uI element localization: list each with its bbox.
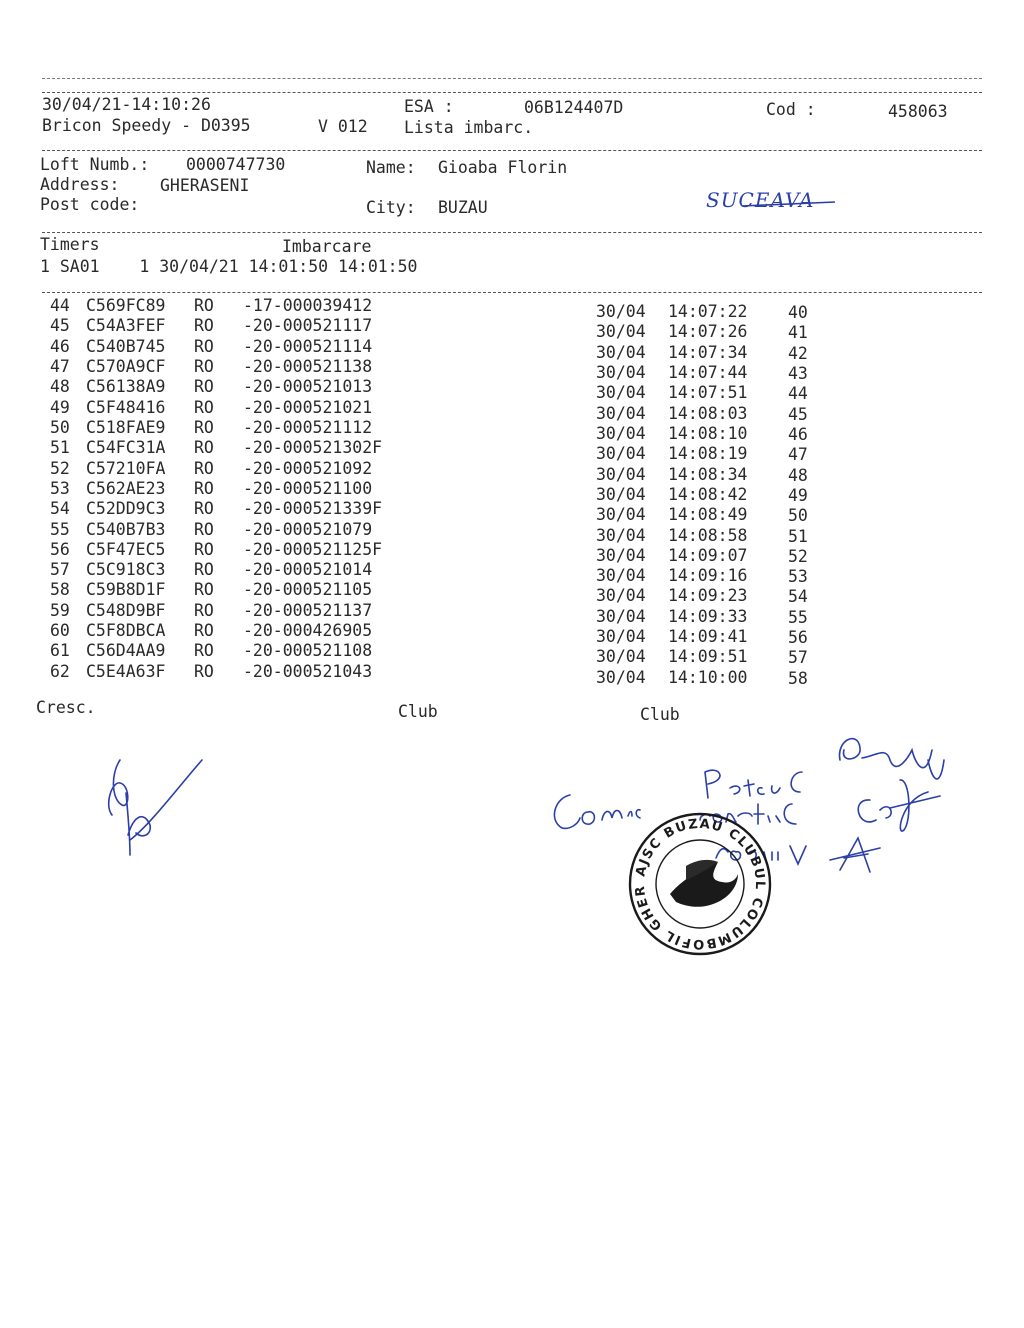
country-code: RO [194, 458, 214, 478]
arrival-time: 14:07:34 [668, 342, 748, 362]
arrival-date: 30/04 [596, 606, 646, 626]
row-index: 54 [50, 499, 70, 519]
arrival-date: 30/04 [596, 505, 646, 525]
arrival-time: 14:07:44 [668, 362, 748, 382]
arrival-date: 30/04 [596, 423, 646, 443]
chip-id: C562AE23 [86, 478, 166, 498]
table-row [0, 458, 1024, 485]
row-index: 48 [50, 377, 70, 397]
chip-id: C52DD9C3 [86, 499, 166, 519]
chip-id: C540B745 [86, 336, 166, 356]
arrival-time: 14:08:10 [668, 423, 748, 443]
loft-number: 0000747730 [186, 155, 286, 174]
ring-number: -20-000521013 [243, 377, 373, 397]
country-code: RO [194, 621, 214, 641]
table-row [0, 559, 1024, 587]
arrival-time: 14:08:49 [668, 505, 748, 525]
country-code: RO [194, 519, 214, 539]
table-row [0, 639, 1024, 668]
country-code: RO [194, 661, 214, 681]
handwritten-strike [740, 198, 840, 210]
chip-id: C5E4A63F [86, 661, 166, 681]
city-value: BUZAU [438, 198, 488, 217]
ring-number: -20-000521043 [243, 661, 373, 681]
arrival-date: 30/04 [596, 342, 646, 362]
ring-number: -20-000521114 [243, 336, 373, 356]
row-index: 57 [50, 560, 70, 580]
country-code: RO [194, 560, 214, 580]
sequence-number: 44 [788, 384, 808, 404]
ring-number: -20-000521112 [243, 417, 373, 437]
sequence-number: 49 [788, 485, 808, 505]
row-index: 44 [50, 296, 70, 315]
chip-id: C56D4AA9 [86, 641, 166, 661]
country-code: RO [194, 438, 214, 458]
table-row [0, 316, 1024, 343]
ring-number: -20-000521100 [243, 478, 373, 498]
sequence-number: 45 [788, 404, 808, 424]
timer-line: 1 SA01 1 30/04/21 14:01:50 14:01:50 [40, 257, 418, 276]
table-row [0, 336, 1024, 363]
row-index: 56 [50, 539, 70, 559]
arrival-time: 14:09:23 [668, 586, 748, 606]
ring-number: -20-000521302F [243, 438, 383, 458]
ring-number: -20-000521339F [243, 499, 383, 519]
sequence-number: 56 [788, 628, 808, 648]
print-datetime: 30/04/21-14:10:26 [42, 95, 211, 114]
arrival-date: 30/04 [596, 322, 646, 342]
sequence-number: 41 [788, 323, 808, 343]
club-label-2: Club [640, 705, 680, 724]
arrival-time: 14:07:51 [668, 383, 748, 403]
country-code: RO [194, 600, 214, 620]
sequence-number: 57 [788, 648, 808, 668]
sequence-number: 50 [788, 506, 808, 526]
sequence-number: 43 [788, 363, 808, 383]
arrival-date: 30/04 [596, 566, 646, 586]
chip-id: C54A3FEF [86, 316, 166, 336]
ring-number: -20-000521014 [243, 560, 373, 580]
row-index: 62 [50, 661, 70, 681]
table-row [0, 296, 1024, 322]
arrival-date: 30/04 [596, 362, 646, 382]
chip-id: C518FAE9 [86, 417, 166, 437]
table-row [0, 538, 1024, 566]
esa-label: ESA : [404, 97, 454, 116]
country-code: RO [194, 316, 214, 336]
ring-number: -20-000521021 [243, 397, 373, 417]
chip-id: C5F48416 [86, 397, 166, 417]
ring-number: -20-000426905 [243, 621, 373, 641]
arrival-date: 30/04 [596, 444, 646, 464]
rule-timers-bottom [42, 292, 982, 293]
sequence-number: 54 [788, 587, 808, 607]
device-version: V 012 [318, 117, 368, 136]
name-label: Name: [366, 158, 416, 177]
country-code: RO [194, 641, 214, 661]
table-row [0, 579, 1024, 607]
timers-label: Timers [40, 235, 100, 254]
arrival-time: 14:09:16 [668, 566, 748, 586]
country-code: RO [194, 580, 214, 600]
country-code: RO [194, 417, 214, 437]
arrival-time: 14:08:03 [668, 403, 748, 423]
sequence-number: 42 [788, 343, 808, 363]
arrival-time: 14:08:19 [668, 444, 748, 464]
address-value: GHERASENI [160, 176, 250, 195]
country-code: RO [194, 377, 214, 397]
arrival-time: 14:10:00 [668, 667, 748, 687]
arrival-time: 14:08:34 [668, 464, 748, 484]
chip-id: C59B8D1F [86, 580, 166, 600]
table-row [0, 397, 1024, 424]
breeder-signature [90, 745, 220, 865]
ring-number: -17-000039412 [243, 296, 373, 315]
arrival-date: 30/04 [596, 525, 646, 545]
arrival-date: 30/04 [596, 667, 646, 687]
esa-value: 06B124407D [524, 98, 624, 117]
sequence-number: 48 [788, 465, 808, 485]
country-code: RO [194, 499, 214, 519]
chip-id: C5C918C3 [86, 560, 166, 580]
imbarcare-label: Imbarcare [282, 237, 372, 256]
club-label-1: Club [398, 702, 438, 721]
table-row [0, 478, 1024, 505]
sequence-number: 47 [788, 445, 808, 465]
arrival-date: 30/04 [596, 383, 646, 403]
arrival-time: 14:07:26 [668, 322, 748, 342]
chip-id: C54FC31A [86, 438, 166, 458]
table-row [0, 356, 1024, 383]
arrival-date: 30/04 [596, 464, 646, 484]
row-index: 49 [50, 397, 70, 417]
arrival-time: 14:09:33 [668, 606, 748, 626]
country-code: RO [194, 539, 214, 559]
row-index: 45 [50, 316, 70, 336]
row-index: 51 [50, 438, 70, 458]
table-row [0, 437, 1024, 465]
ring-number: -20-000521092 [243, 458, 373, 478]
row-index: 58 [50, 580, 70, 600]
arrival-time: 14:09:07 [668, 545, 748, 565]
row-index: 50 [50, 417, 70, 437]
ring-number: -20-000521125F [243, 539, 383, 559]
sequence-number: 52 [788, 546, 808, 566]
ring-number: -20-000521138 [243, 356, 373, 376]
svg-text:AJSC BUZAU CLUBUL COLUMBOFIL G: AJSC BUZAU CLUBUL COLUMBOFIL GHER [632, 816, 768, 952]
arrival-time: 14:09:41 [668, 627, 748, 647]
table-row [0, 518, 1024, 546]
arrival-time: 14:09:51 [668, 647, 748, 667]
arrival-time: 14:08:42 [668, 484, 748, 504]
row-index: 60 [50, 621, 70, 641]
country-code: RO [194, 356, 214, 376]
sequence-number: 58 [788, 668, 808, 688]
country-code: RO [194, 478, 214, 498]
row-index: 55 [50, 519, 70, 539]
row-index: 59 [50, 600, 70, 620]
owner-name: Gioaba Florin [438, 158, 568, 177]
cod-label: Cod : [766, 100, 816, 119]
rule-owner-bottom [42, 232, 982, 233]
row-index: 47 [50, 356, 70, 376]
arrival-date: 30/04 [596, 586, 646, 606]
ring-number: -20-000521117 [243, 316, 373, 336]
sequence-number: 55 [788, 607, 808, 627]
table-row [0, 599, 1024, 627]
chip-id: C569FC89 [86, 296, 166, 315]
table-row [0, 417, 1024, 444]
ring-number: -20-000521137 [243, 600, 373, 620]
arrival-date: 30/04 [596, 302, 646, 321]
sequence-number: 40 [788, 303, 808, 322]
club-stamp [626, 810, 774, 958]
country-code: RO [194, 336, 214, 356]
cresc-label: Cresc. [36, 698, 96, 717]
chip-id: C540B7B3 [86, 519, 166, 539]
table-row [0, 377, 1024, 404]
ring-number: -20-000521108 [243, 641, 373, 661]
arrival-date: 30/04 [596, 627, 646, 647]
rule-top-2 [42, 92, 982, 93]
stamp-seal-icon [626, 810, 774, 958]
row-index: 61 [50, 641, 70, 661]
rule-header-bottom [42, 150, 982, 151]
chip-id: C5F8DBCA [86, 621, 166, 641]
country-code: RO [194, 397, 214, 417]
arrival-time: 14:08:58 [668, 525, 748, 545]
table-row [0, 498, 1024, 526]
device-name: Bricon Speedy - D0395 [42, 116, 251, 135]
arrival-date: 30/04 [596, 647, 646, 667]
document-title: Lista imbarc. [404, 118, 534, 137]
ring-number: -20-000521105 [243, 580, 373, 600]
row-index: 52 [50, 458, 70, 478]
ring-number: -20-000521079 [243, 519, 373, 539]
country-code: RO [194, 296, 214, 315]
sequence-number: 51 [788, 526, 808, 546]
chip-id: C56138A9 [86, 377, 166, 397]
row-index: 53 [50, 478, 70, 498]
arrival-date: 30/04 [596, 403, 646, 423]
sequence-number: 46 [788, 424, 808, 444]
chip-id: C548D9BF [86, 600, 166, 620]
address-label: Address: [40, 175, 120, 194]
table-row [0, 660, 1024, 688]
chip-id: C5F47EC5 [86, 539, 166, 559]
loft-label: Loft Numb.: [40, 155, 150, 174]
arrival-time: 14:07:22 [668, 302, 748, 321]
chip-id: C570A9CF [86, 356, 166, 376]
rule-top [42, 78, 982, 79]
postcode-label: Post code: [40, 195, 140, 214]
sequence-number: 53 [788, 567, 808, 587]
table-row [0, 619, 1024, 648]
city-label: City: [366, 198, 416, 217]
chip-id: C57210FA [86, 458, 166, 478]
cod-value: 458063 [888, 102, 948, 121]
handwritten-city: SUCEAVA [706, 188, 815, 212]
arrival-date: 30/04 [596, 484, 646, 504]
arrival-date: 30/04 [596, 545, 646, 565]
row-index: 46 [50, 336, 70, 356]
pigeon-list [0, 296, 1024, 686]
